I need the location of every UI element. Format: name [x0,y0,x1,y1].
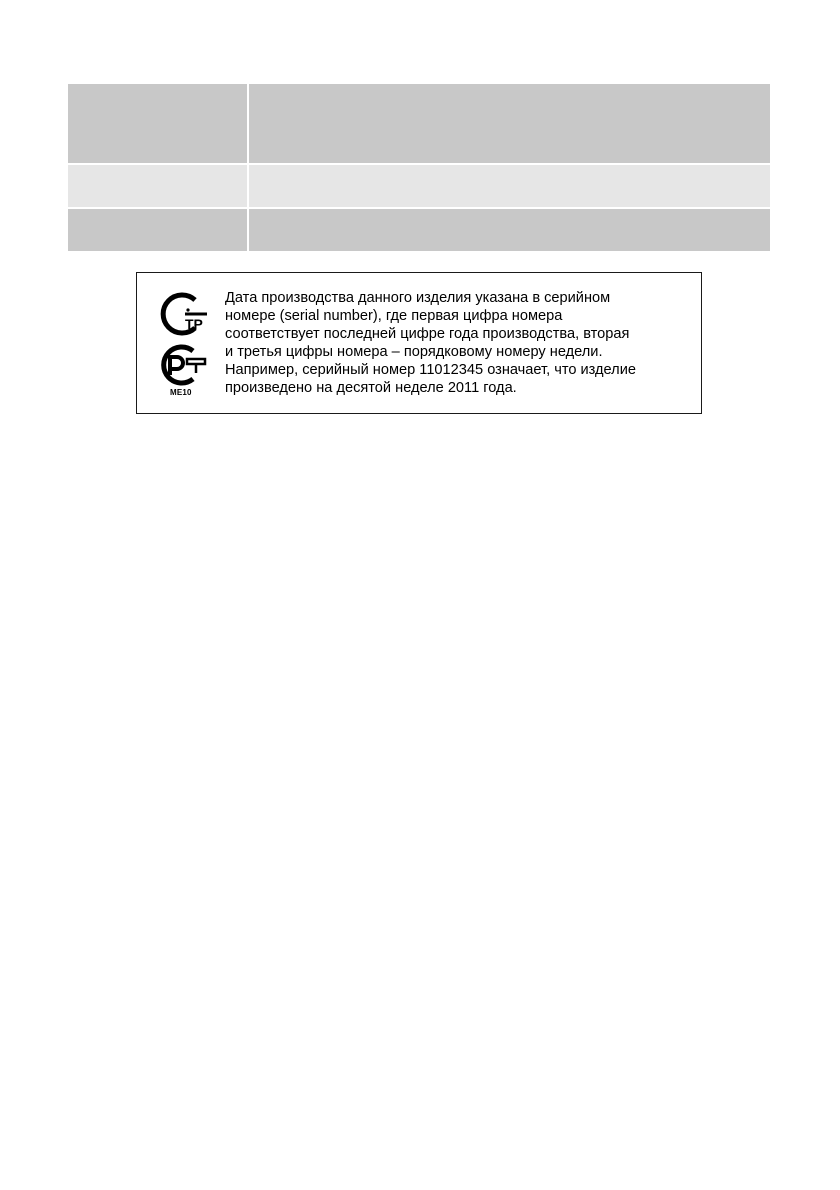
notice-line: и третья цифры номера – порядковому номеру недели. [225,344,603,360]
notice-line: произведено на десятой неделе 2011 года. [225,380,517,396]
table-cell-label [68,84,248,163]
table-row [68,165,770,207]
table-cell-value [248,84,770,163]
production-date-notice [136,272,702,414]
notice-line: номере (serial number), где первая цифра номера [225,308,563,324]
certification-logos [157,291,211,401]
notice-line: Например, серийный номер 11012345 означает, что изделие [225,362,636,378]
table-row [68,209,770,251]
eac-certification-icon [157,291,211,337]
notice-line: Дата производства данного изделия указана в серийном [225,290,611,306]
notice-text [225,289,697,397]
pct-certification-icon [157,343,211,387]
svg-text:ТР: ТР [185,316,203,332]
table-cell-value [248,165,770,207]
table-cell-value [248,209,770,251]
certificate-code: ME10 [170,388,192,397]
table-row [68,84,770,163]
specification-table [68,84,770,251]
table-cell-label [68,165,248,207]
notice-line: соответствует последней цифре года производства, вторая [225,326,630,342]
table-cell-label [68,209,248,251]
